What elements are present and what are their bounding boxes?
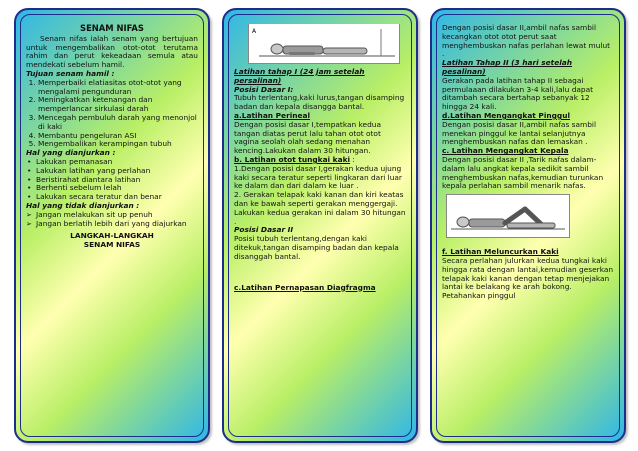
- latihan-pernapasan-heading: c.Latihan Pernapasan Diagfragma: [234, 282, 376, 292]
- list-item: • Lakukan latihan yang perlahan: [26, 167, 198, 176]
- tujuan-heading: Tujuan senam hamil :: [26, 68, 115, 78]
- panel-right-content: [442, 24, 614, 431]
- list-item: ➢ Jangan berlatih lebih dari yang diajurkan: [26, 220, 198, 229]
- meluncurkan-kaki-heading: f. Latihan Meluncurkan Kaki: [442, 247, 559, 257]
- mengangkat-kepala-heading: c. Latihan Mengangkat Kepala: [442, 146, 569, 156]
- latihan-tungkai-text-2: 2. Gerakan telapak kaki kanan dan kiri keatas dan ke bawah seperti gerakan menggergaji. Lakukan kedua gerakan ini dalam 30 hitungan .: [234, 190, 406, 226]
- panel-right: [430, 8, 626, 443]
- latihan-perineal-heading: a.Latihan Perineal: [234, 110, 311, 120]
- list-item: 1. Memperbaiki elatiasitas otot-otot yang mengalami pengunduran: [38, 79, 198, 97]
- meluncurkan-kaki-text: Secara perlahan julurkan kedua tungkai kaki hingga rata dengan lantai,kemudian geserkan telapak kaki kanan dengan tetap menjejakan lantai ke belakang ke arah bokong. Petahankan pinggul: [442, 255, 614, 301]
- latihan-tungkai-text-1: 1.Dengan posisi dasar I,gerakan kedua ujung kaki secara teratur seperti lingkaran dari luar ke dalam dan dari dalam ke luar .: [234, 163, 402, 191]
- latihan-tungkai-heading: b. Latihan otot tungkai kaki: [234, 154, 351, 164]
- list-item: • Lakukan pemanasan: [26, 158, 198, 167]
- list-item: • Beristirahat diantara latihan: [26, 176, 198, 185]
- dianjurkan-heading: Hal yang dianjurkan :: [26, 148, 116, 158]
- panel-middle-content: [234, 24, 406, 431]
- list-item: • Lakukan secara teratur dan benar: [26, 193, 198, 202]
- tidak-dianjurkan-list: [26, 211, 198, 229]
- latihan-tungkai-colon: :: [350, 154, 355, 164]
- mengangkat-pinggul-heading: d.Latihan Mengangkat Pinggul: [442, 110, 570, 120]
- posisi-dasar-1-heading: Posisi Dasar I:: [234, 84, 294, 94]
- posisi-dasar-1-text: Tubuh terlentang,kaki lurus,tangan disamping badan dan kepala disangga bantal.: [234, 93, 405, 112]
- panel-left: [14, 8, 210, 443]
- list-item: 3. Mencegah pembuluh darah yang menonjol di kaki: [38, 114, 198, 132]
- latihan-tahap-2-heading: Latihan Tahap II (3 hari setelah pesalinan): [442, 58, 573, 76]
- list-item: • Berhenti sebelum lelah: [26, 184, 198, 193]
- page-title: SENAM NIFAS: [80, 24, 144, 33]
- pernapasan-text: Dengan posisi dasar II,ambil nafas sambil kecangkan otot otot perut saat menghembuskan nafas perlahan lewat mulut .: [442, 24, 611, 59]
- tidak-dianjurkan-heading: Hal yang tidak dianjurkan :: [26, 200, 140, 210]
- exercise-illustration-leg-slide: [446, 194, 570, 238]
- list-item: 4. Membantu pengeluran ASI: [38, 132, 198, 141]
- list-item: 5. Mengembalikan kerampingan tubuh: [38, 140, 198, 149]
- latihan-perineal-text: Dengan posisi dasar I,tempatkan kedua tangan diatas perut lalu tahan otot otot vagina seolah olah sedang menahan kencing.Lakukan dalam 30 hitungan.: [234, 119, 382, 156]
- intro-paragraph: Senam nifas ialah senam yang bertujuan untuk mengembalikan otot-otot terutama rahim dan perut kekeadaan semula atau mendekati sebelum hamil.: [26, 33, 198, 70]
- dianjurkan-list: [26, 158, 198, 202]
- panel-middle: [222, 8, 418, 443]
- list-item: 2. Meningkatkan ketenangan dan memperlancar sirkulasi darah: [38, 96, 198, 114]
- exercise-illustration-lying: [248, 24, 400, 64]
- tujuan-list: [26, 79, 198, 149]
- steps-footer-heading: LANGKAH-LANGKAH SENAM NIFAS: [70, 231, 154, 250]
- posisi-dasar-2-heading: Posisi Dasar II: [234, 225, 294, 235]
- mengangkat-kepala-text: Dengan posisi dasar II ,Tarik nafas dalam-dalam lalu angkat kepala sedikit sambil menghembuskan nafas,kemudian turunkan kepala perlahan sambil menarik nafas.: [442, 154, 604, 191]
- list-item: ➢ Jangan melakukan sit up penuh: [26, 211, 198, 220]
- latihan-tahap-2-text: Gerakan pada latihan tahap II sebagai permulaaan dilakukan 3-4 kali,lalu dapat ditambah secara bertahap sebanyak 12 hingga 24 kali.: [442, 75, 594, 112]
- illustration-label: A: [252, 28, 257, 35]
- mengangkat-pinggul-text: Dengan posisi dasar II,ambil nafas sambil menekan pinggul ke lantai selanjutnya menghembuskan nafas dan lemaskan .: [442, 119, 597, 147]
- panel-left-content: [26, 24, 198, 431]
- posisi-dasar-2-text: Posisi tubuh terlentang,dengan kaki ditekuk,tangan disamping badan dan kepala disanggah bantal.: [234, 234, 399, 261]
- latihan-tahap-1-heading: Latihan tahap I (24 jam setelah persalinan): [234, 67, 365, 85]
